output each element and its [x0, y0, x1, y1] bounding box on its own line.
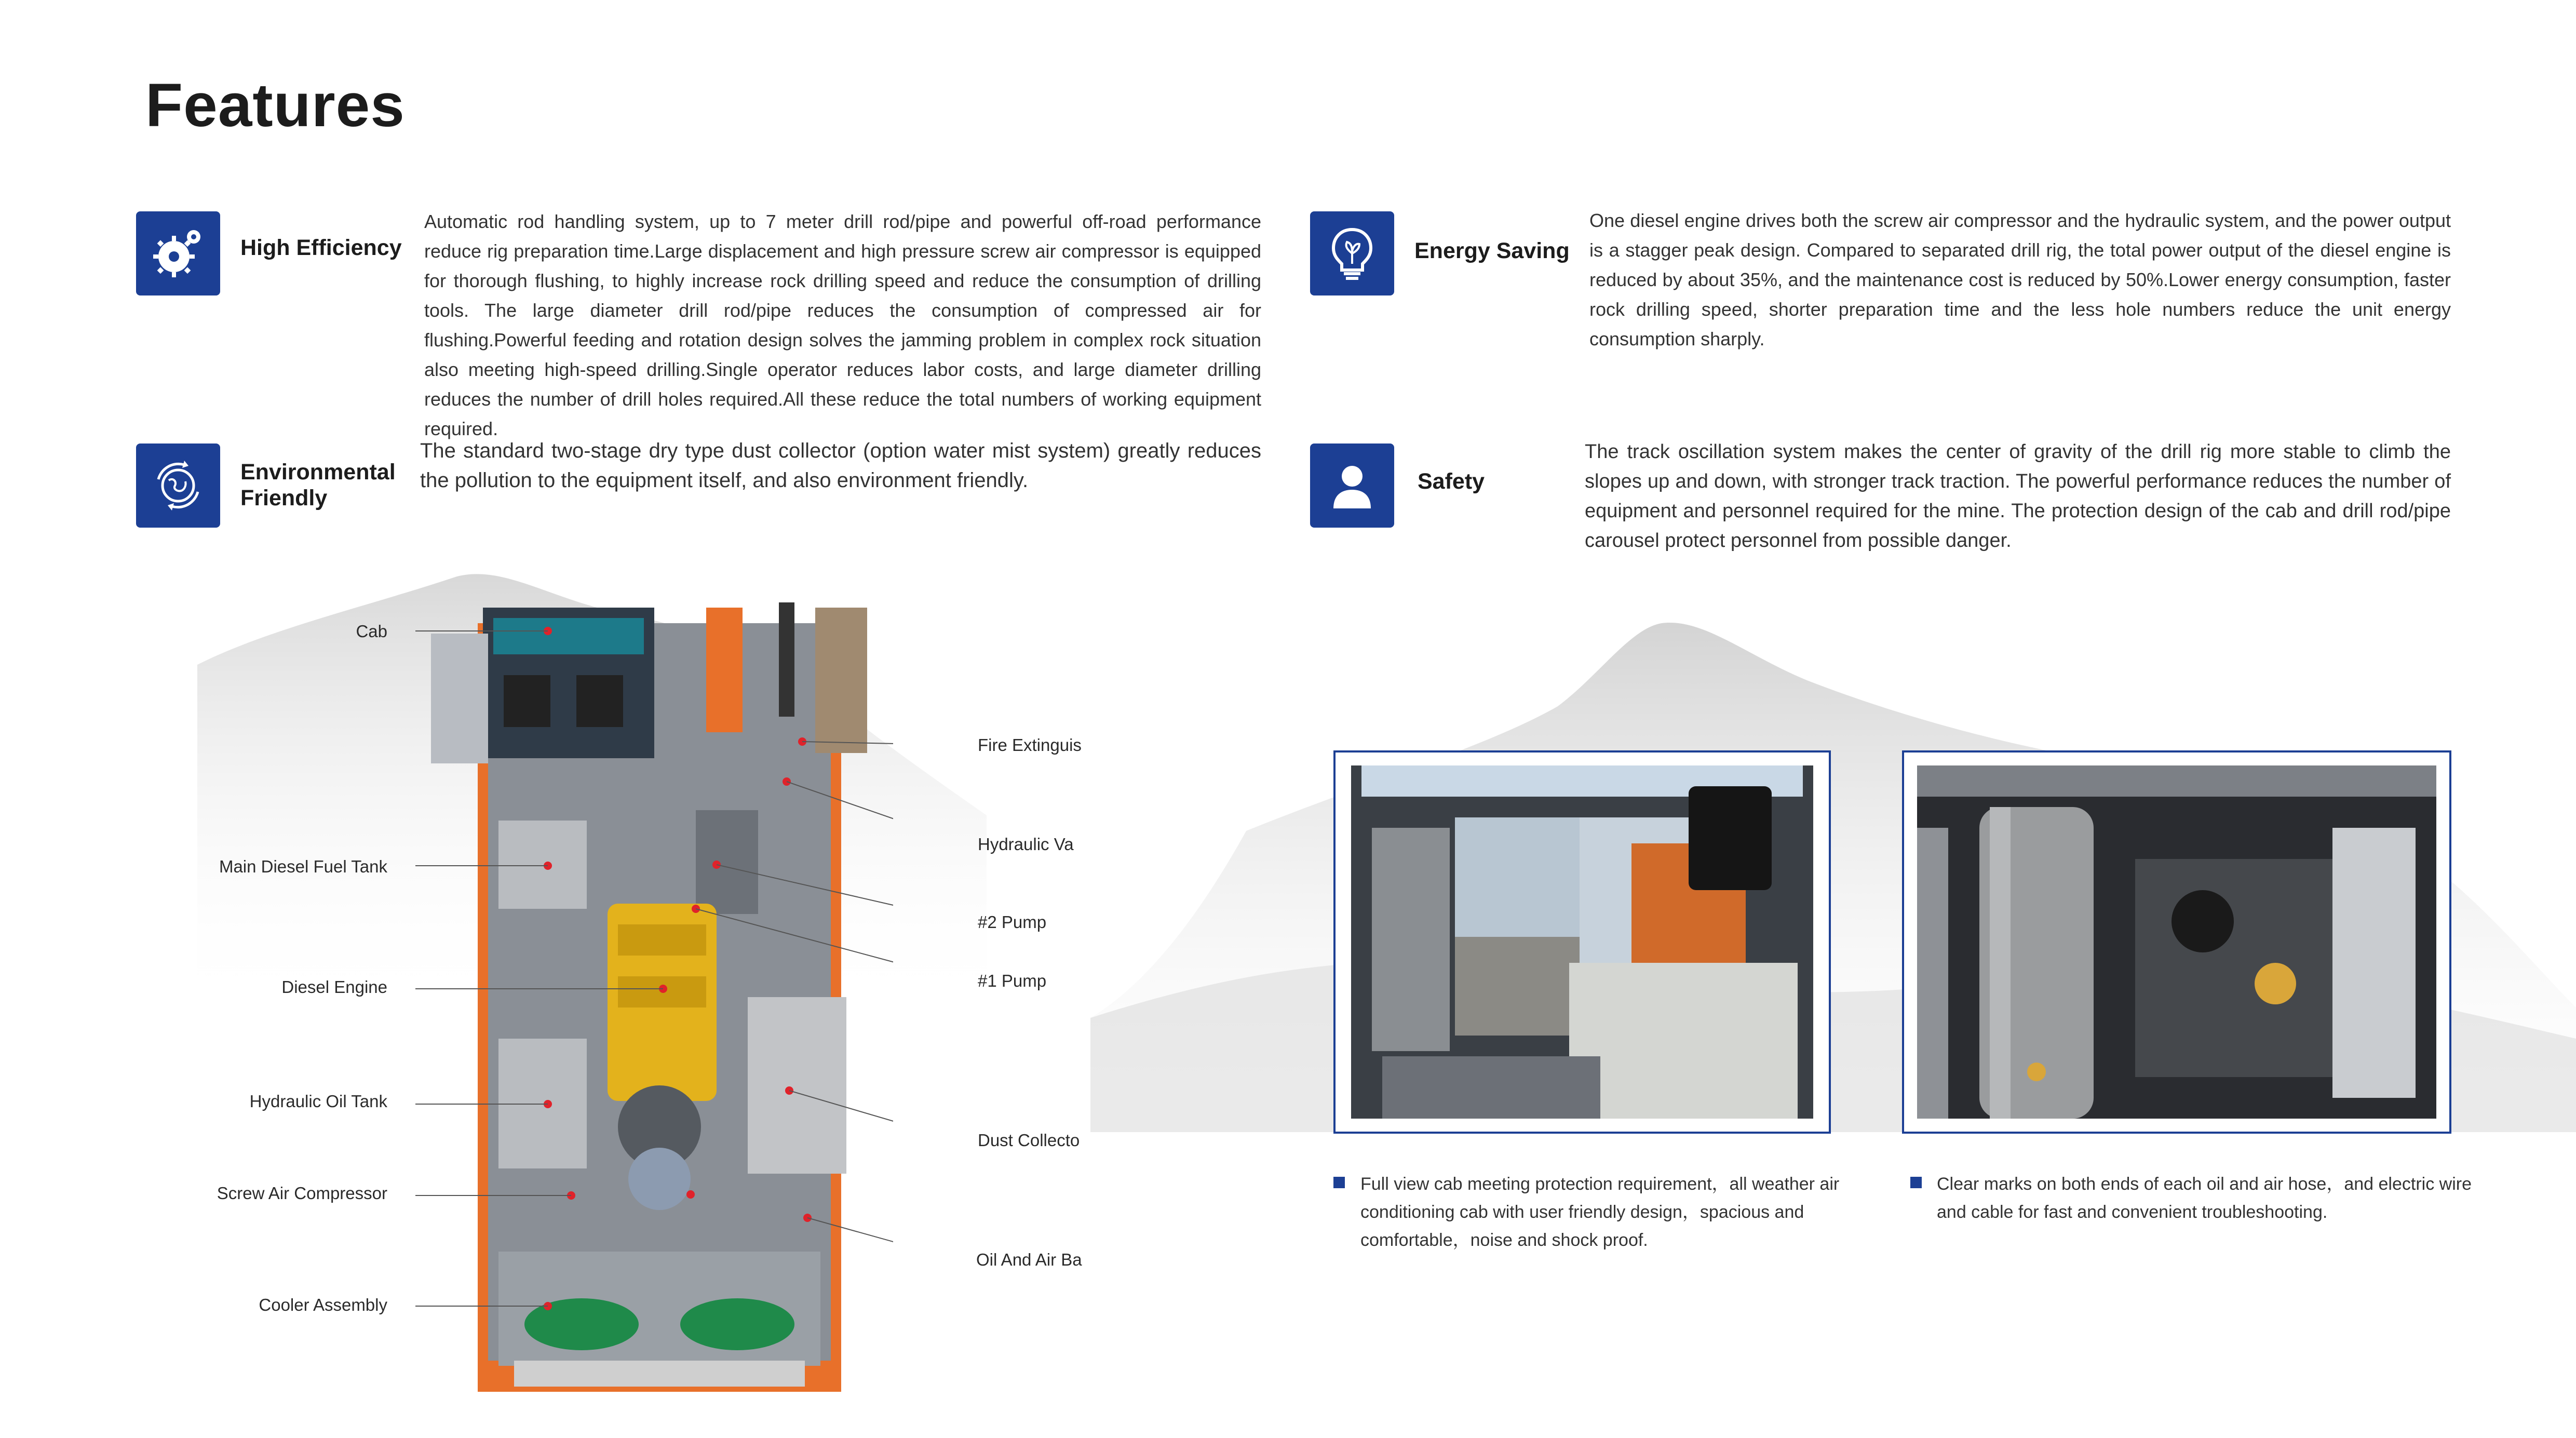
cab-caption: Full view cab meeting protection requirement，all weather air conditioning cab with user friendly design，spacious and comfortable，noise and shock proof. [1360, 1174, 1840, 1250]
label-main-diesel-fuel-tank: Main Diesel Fuel Tank [219, 857, 387, 876]
energy-saving-label: Energy Saving [1414, 238, 1570, 263]
cab-side-rack [431, 634, 488, 763]
environmental-label-line2: Friendly [240, 486, 328, 510]
environmental-icon-box [136, 444, 220, 528]
dust-collector-block [748, 997, 846, 1174]
label-hydraulic-valve: Hydraulic Va [978, 835, 1074, 854]
drill-boom [706, 608, 743, 732]
label-oil-and-air: Oil And Air Ba [976, 1250, 1082, 1269]
cab-caption-bullet [1333, 1177, 1345, 1188]
rod-carousel [815, 608, 867, 753]
page-title: Features [145, 71, 405, 140]
label-screw-air-compressor: Screw Air Compressor [217, 1184, 387, 1203]
label-dust-collector: Dust Collecto [978, 1131, 1080, 1150]
globe-recycle-icon [147, 454, 209, 517]
label-fire-extinguisher: Fire Extinguis [978, 735, 1082, 755]
label-diesel-engine: Diesel Engine [281, 977, 387, 997]
label-pump-1: #1 Pump [978, 971, 1047, 990]
environmental-label-line1: Environmental [240, 460, 396, 485]
drill-rig-top-view-diagram [415, 602, 893, 1397]
label-hydraulic-oil-tank: Hydraulic Oil Tank [249, 1092, 387, 1111]
safety-icon-box [1310, 444, 1394, 528]
cab-photo-frame [1333, 750, 1831, 1134]
engine-bay-photo-frame [1902, 750, 2451, 1134]
environmental-text: The standard two-stage dry type dust collector (option water mist system) greatly reduces the pollution to the equipment itself, and also environment friendly. [420, 439, 1261, 492]
engine-bay-photo [1917, 765, 2436, 1119]
energy-saving-icon-box [1310, 211, 1394, 295]
label-cab: Cab [356, 622, 387, 641]
safety-label: Safety [1418, 469, 1485, 494]
cab-interior-photo [1351, 765, 1813, 1119]
engine-caption: Clear marks on both ends of each oil and air hose，and electric wire and cable for fast and convenient troubleshooting. [1937, 1174, 2472, 1222]
person-icon [1321, 454, 1383, 517]
high-efficiency-icon-box [136, 211, 220, 295]
energy-saving-text: One diesel engine drives both the screw air compressor and the hydraulic system, and the power output is a stagger peak design. Compared to separated drill rig, the total power output of the diesel engine is reduced by about 35%, and the maintenance cost is reduced by 50%.Lower energy consumption, faster rock drilling speed, shorter preparation time and the less hole numbers reduce the unit energy consumption sharply. [1589, 210, 2451, 350]
engine-caption-bullet [1910, 1177, 1922, 1188]
fuel-tank-block [498, 821, 587, 909]
high-efficiency-label: High Efficiency [240, 235, 402, 260]
label-cooler-assembly: Cooler Assembly [259, 1295, 387, 1314]
label-pump-2: #2 Pump [978, 912, 1047, 932]
high-efficiency-text: Automatic rod handling system, up to 7 meter drill rod/pipe and powerful off-road performance reduce rig preparation time.Large displacement and high pressure screw air compressor is equipped for thorough flushing, to highly increase rock drilling speed and reduce the consumption of drilling tools. The large diameter drill rod/pipe reduces the consumption of compressed air for flushing.Powerful feeding and rotation design solves the jamming problem in complex rock situation also meeting high-speed drilling.Single operator reduces labor costs, and large diameter drilling reduces the number of drill holes required.All these reduce the total numbers of working equipment required. [424, 211, 1261, 439]
lightbulb-icon [1321, 222, 1383, 285]
safety-text: The track oscillation system makes the center of gravity of the drill rig more stable to climb the slopes up and down, with stronger track traction. The powerful performance reduces the number of equipment and personnel required for the mine. The protection design of the cab and drill rod/pipe carousel protect personnel from possible danger. [1585, 441, 2451, 552]
gear-icon [147, 222, 209, 285]
environmental-label [240, 459, 396, 511]
